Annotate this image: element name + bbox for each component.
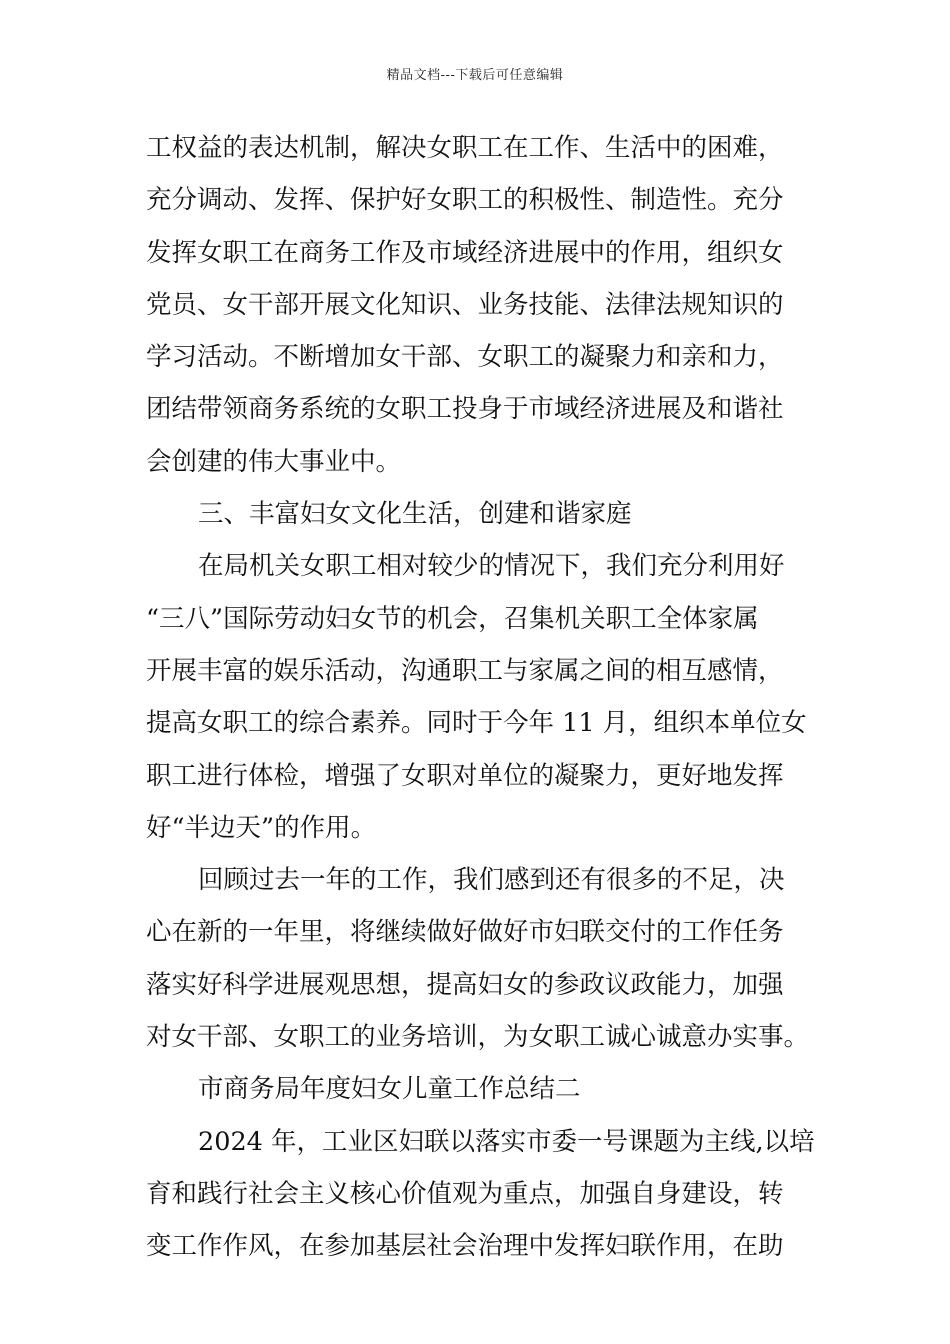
- text-line: 会创建的伟大事业中。: [146, 446, 402, 477]
- text-line: 团结带领商务系统的女职工投身于市域经济进展及和谐社: [146, 394, 784, 425]
- page-header: 精品文档---下载后可任意编辑: [386, 68, 564, 83]
- text-line: 2024 年，工业区妇联以落实市委一号课题为主线,以培: [198, 1126, 815, 1157]
- text-line: 工权益的表达机制，解决女职工在工作、生活中的困难，: [146, 133, 784, 163]
- text-line: 充分调动、发挥、保护好女职工的积极性、制造性。充分: [146, 185, 784, 216]
- text-line: 对女干部、女职工的业务培训，为女职工诚心诚意办实事。: [146, 1022, 810, 1053]
- text-line: 开展丰富的娱乐活动，沟通职工与家属之间的相互感情，: [146, 655, 784, 686]
- text-line: 学习活动。不断增加女干部、女职工的凝聚力和亲和力，: [146, 342, 784, 373]
- text-line: 市商务局年度妇女儿童工作总结二: [198, 1074, 581, 1105]
- text-line: 在局机关女职工相对较少的情况下，我们充分利用好: [198, 551, 785, 582]
- text-line: 提高女职工的综合素养。同时于今年 11 月，组织本单位女: [146, 708, 807, 739]
- text-line: 心在新的一年里，将继续做好做好市妇联交付的工作任务: [146, 917, 784, 948]
- text-line: 三、丰富妇女文化生活，创建和谐家庭: [198, 499, 632, 530]
- text-line: 好“半边天”的作用。: [146, 812, 377, 843]
- document-body: [146, 122, 815, 1273]
- text-line: 回顾过去一年的工作，我们感到还有很多的不足，决: [198, 865, 785, 896]
- text-line: 育和践行社会主义核心价值观为重点，加强自身建设，转: [146, 1178, 784, 1209]
- text-line: 党员、女干部开展文化知识、业务技能、法律法规知识的: [146, 289, 784, 320]
- text-line: “三八”国际劳动妇女节的机会，召集机关职工全体家属: [146, 603, 759, 634]
- text-line: 变工作作风，在参加基层社会治理中发挥妇联作用，在助: [146, 1231, 784, 1262]
- text-line: 发挥女职工在商务工作及市域经济进展中的作用，组织女: [146, 237, 784, 268]
- text-line: 落实好科学进展观思想，提高妇女的参政议政能力，加强: [146, 969, 784, 1000]
- text-line: 职工进行体检，增强了女职对单位的凝聚力，更好地发挥: [146, 760, 784, 791]
